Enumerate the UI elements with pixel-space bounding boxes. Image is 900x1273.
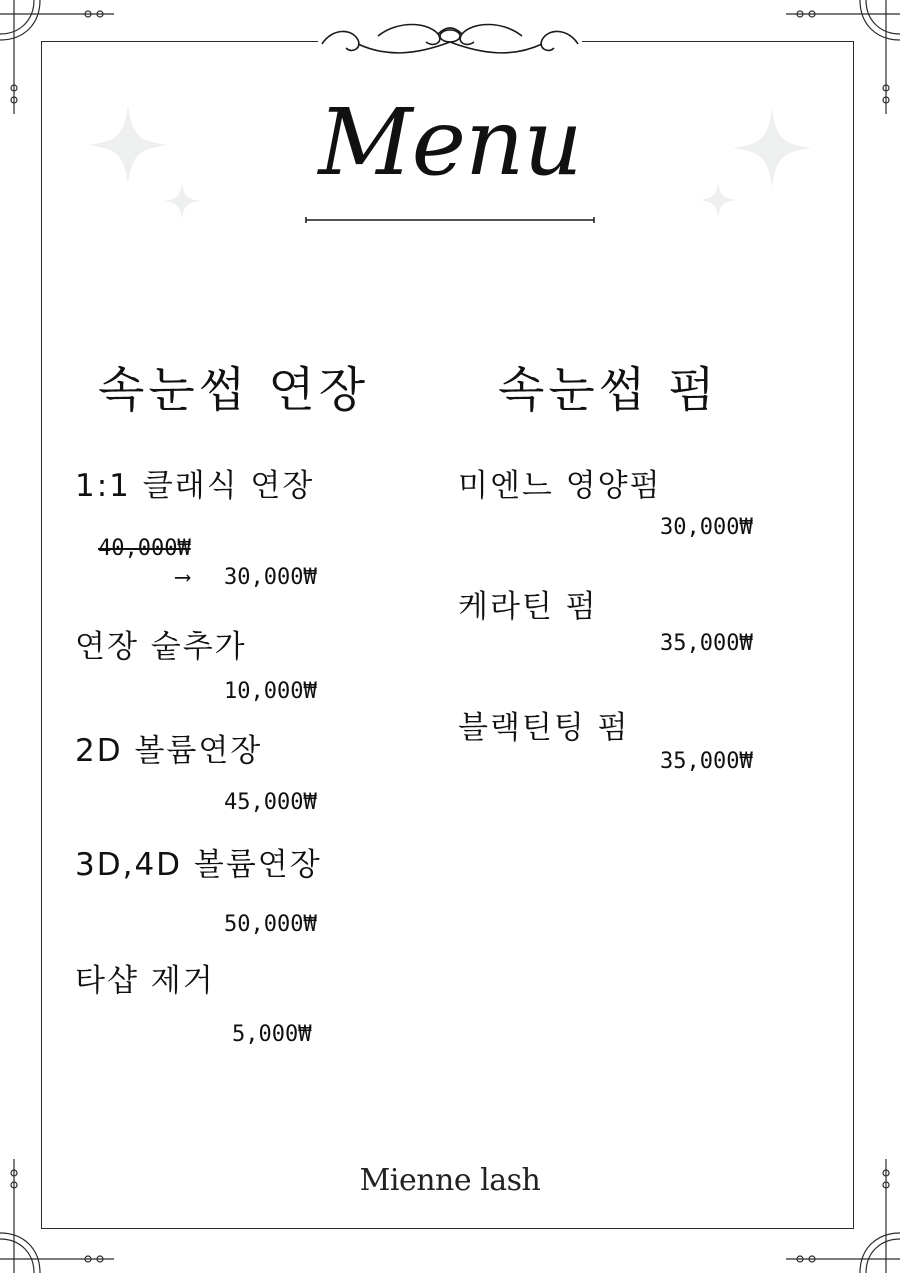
title-divider bbox=[305, 217, 595, 223]
menu-item-name: 3D,4D 볼륨연장 bbox=[75, 847, 322, 883]
menu-item-name: 타샵 제거 bbox=[75, 963, 215, 999]
menu-item-price: 35,000₩ bbox=[660, 631, 753, 656]
old-price: 40,000₩ bbox=[98, 536, 191, 561]
section-heading-extension: 속눈썹 연장 bbox=[98, 362, 370, 418]
menu-item-name: 미엔느 영양펌 bbox=[458, 468, 662, 504]
menu-item-price: 50,000₩ bbox=[224, 912, 317, 937]
menu-title: Menu bbox=[318, 89, 582, 196]
menu-item-name: 케라틴 펌 bbox=[458, 589, 598, 625]
menu-item-price: 35,000₩ bbox=[660, 749, 753, 774]
corner-ornament-icon bbox=[0, 1153, 120, 1273]
menu-item-price: 10,000₩ bbox=[224, 679, 317, 704]
flourish-ornament-icon bbox=[318, 14, 582, 64]
menu-item-name: 블랙틴팅 펌 bbox=[458, 710, 630, 746]
brand-name: Mienne lash bbox=[359, 1163, 541, 1198]
menu-item-name: 연장 숱추가 bbox=[75, 629, 247, 665]
section-heading-perm: 속눈썹 펌 bbox=[498, 362, 719, 418]
menu-item-price: 30,000₩ bbox=[224, 565, 317, 590]
corner-ornament-icon bbox=[780, 1153, 900, 1273]
menu-item-price: 45,000₩ bbox=[224, 790, 317, 815]
menu-item-price: 5,000₩ bbox=[232, 1022, 312, 1047]
menu-item-name: 2D 볼륨연장 bbox=[75, 733, 263, 769]
arrow-icon: ⟶ bbox=[176, 565, 190, 590]
corner-ornament-icon bbox=[780, 0, 900, 120]
corner-ornament-icon bbox=[0, 0, 120, 120]
menu-item-price: 30,000₩ bbox=[660, 515, 753, 540]
menu-item-name: 1:1 클래식 연장 bbox=[75, 468, 315, 504]
